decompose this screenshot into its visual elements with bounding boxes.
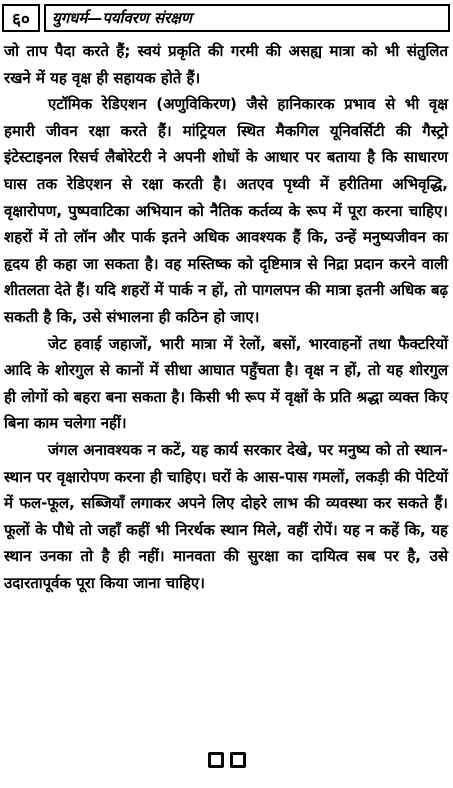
end-of-section-mark (0, 752, 453, 768)
paragraph-continued: जो ताप पैदा करते हैं; स्वयं प्रकृति की गरमी की असह्य मात्रा को भी संतुलित रखने में यह वृक्ष ही सहायक होते हैं। (4, 42, 448, 87)
page-header (2, 4, 450, 32)
running-title: युगधर्म—पर्यावरण संरक्षण (44, 4, 450, 32)
square-ornament-icon (230, 752, 246, 768)
paragraph-plantation: जंगल अनावश्यक न कटें, यह कार्य सरकार देखे, पर मनुष्य को तो स्थान-स्थान पर वृक्षारोपण करना ही चाहिए। घरों के आस-पास गमलों, लकड़ी की पेटियों में फल-फूल, सब्जियाँ लगाकर अपने लिए दोहरे लाभ की व्यवस्था कर सकते हैं। फूलों के पौधे तो जहाँ कहीं भी निरर्थक स्थान मिले, वहीं रोपें। यह न कहें कि, यह स्थान उनका तो है ही नहीं। मानवता की सुरक्षा का दायित्व सब पर है, उसे उदारतापूर्वक पूरा किया जाना चाहिए। (4, 440, 448, 592)
paragraph-radiation: एटॉमिक रेडिएशन (अणुविकिरण) जैसे हानिकारक प्रभाव से भी वृक्ष हमारी जीवन रक्षा करते हैं। मांट्रियल स्थित मैकगिल यूनिवर्सिटी की गैस्ट्रो इंटेस्टाइनल रिसर्च लैबोरेटरी ने अपनी शोधों के आधार पर बताया है कि साधारण घास तक रेडिएशन से रक्षा करती है। अतएव पृथ्वी में हरीतिमा अभिवृद्धि, वृक्षारोपण, पुष्पवाटिका अभियान को नैतिक कर्तव्य के रूप में पूरा करना चाहिए। शहरों में तो लॉन और पार्क इतने अधिक आवश्यक हैं कि, उन्हें मनुष्यजीवन का हृदय ही कहा जा सकता है। वह मस्तिष्क को दृष्टिमात्र से निद्रा प्रदान करने वाली शीतलता देते हैं। यदि शहरों में पार्क न हों, तो पागलपन की मात्रा इतनी अधिक बढ़ सकती है कि, उसे संभालना ही कठिन हो जाए। (4, 95, 448, 326)
page-body (4, 38, 448, 596)
square-ornament-icon (208, 752, 224, 768)
page-number: ६० (2, 4, 40, 32)
paragraph-noise: जेट हवाई जहाजों, भारी मात्रा में रेलों, बसों, भारवाहनों तथा फैक्टरियों आदि के शोरगुल से कानों में सीधा आघात पहुँचता है। वृक्ष न हों, तो यह शोरगुल ही लोगों को बहरा बना सकता है। किसी भी रूप में वृक्षों के प्रति श्रद्धा व्यक्त किए बिना काम चलेगा नहीं। (4, 334, 448, 433)
